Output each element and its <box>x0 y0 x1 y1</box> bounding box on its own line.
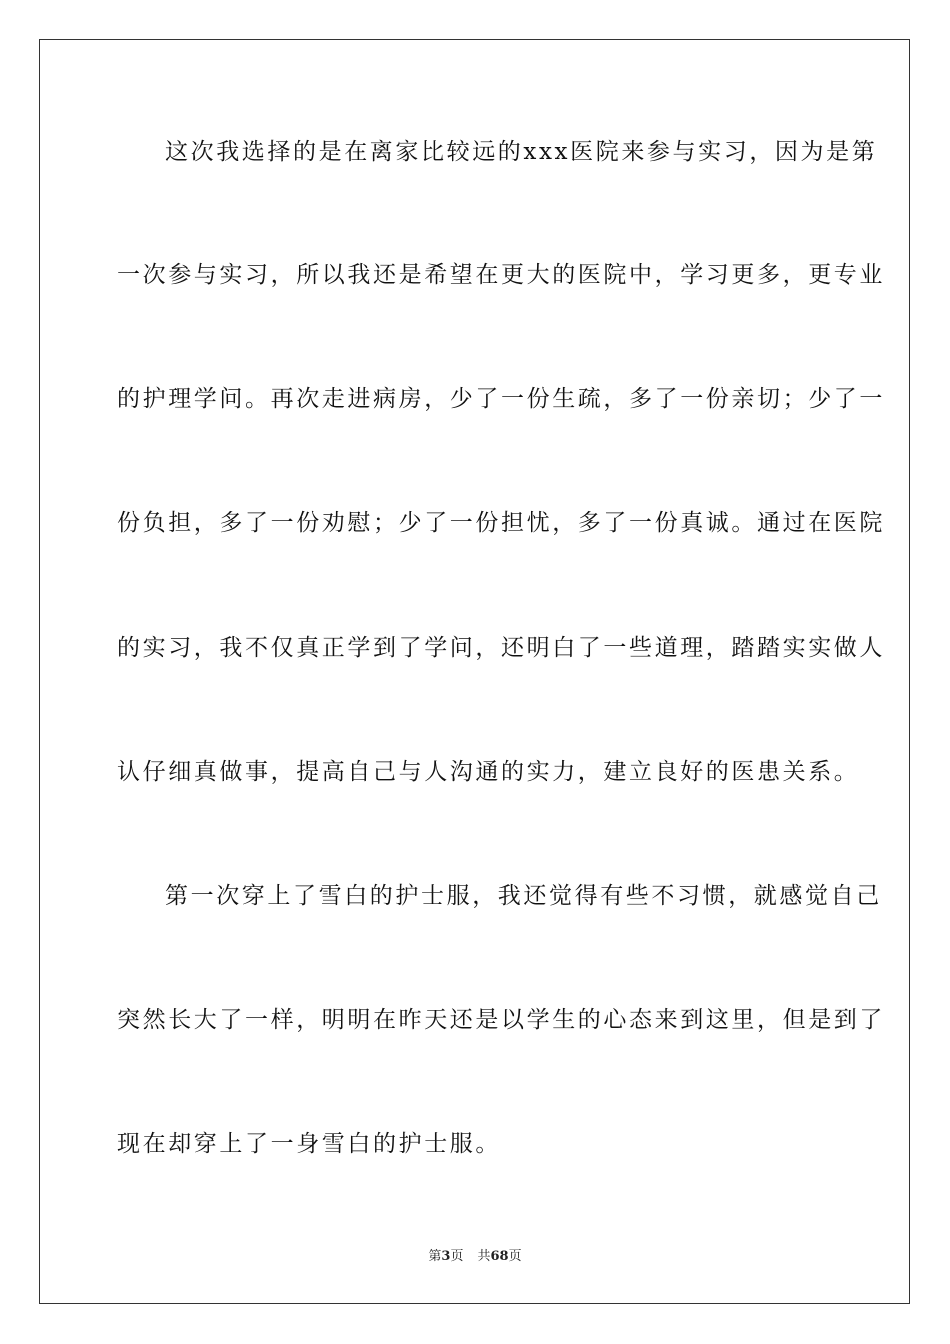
page-footer <box>0 1248 950 1266</box>
paragraph-1-line-3: 的护理学问。再次走进病房，少了一份生疏，多了一份亲切；少了一 <box>117 386 885 412</box>
paragraph-1-line-6: 认仔细真做事，提高自己与人沟通的实力，建立良好的医患关系。 <box>117 759 860 785</box>
paragraph-1-line-5: 的实习，我不仅真正学到了学问，还明白了一些道理，踏踏实实做人 <box>117 635 885 661</box>
page-number: 3 <box>441 1249 451 1264</box>
paragraph-2-line-2: 突然长大了一样，明明在昨天还是以学生的心态来到这里，但是到了 <box>117 1007 885 1033</box>
total-pages: 68 <box>490 1249 509 1264</box>
total-suffix: 页 <box>508 1249 522 1264</box>
page-border <box>39 39 910 1304</box>
page-suffix: 页 <box>450 1249 464 1264</box>
paragraph-1-line-1: 这次我选择的是在离家比较远的xxx医院来参与实习，因为是第 <box>165 139 878 165</box>
total-prefix: 共 <box>477 1249 491 1264</box>
paragraph-2-line-1: 第一次穿上了雪白的护士服，我还觉得有些不习惯，就感觉自己 <box>165 883 882 909</box>
paragraph-1-line-4: 份负担，多了一份劝慰；少了一份担忧，多了一份真诚。通过在医院 <box>117 510 885 536</box>
paragraph-2-line-3: 现在却穿上了一身雪白的护士服。 <box>117 1131 501 1157</box>
page-prefix: 第 <box>428 1249 442 1264</box>
paragraph-1-line-2: 一次参与实习，所以我还是希望在更大的医院中，学习更多，更专业 <box>117 262 885 288</box>
